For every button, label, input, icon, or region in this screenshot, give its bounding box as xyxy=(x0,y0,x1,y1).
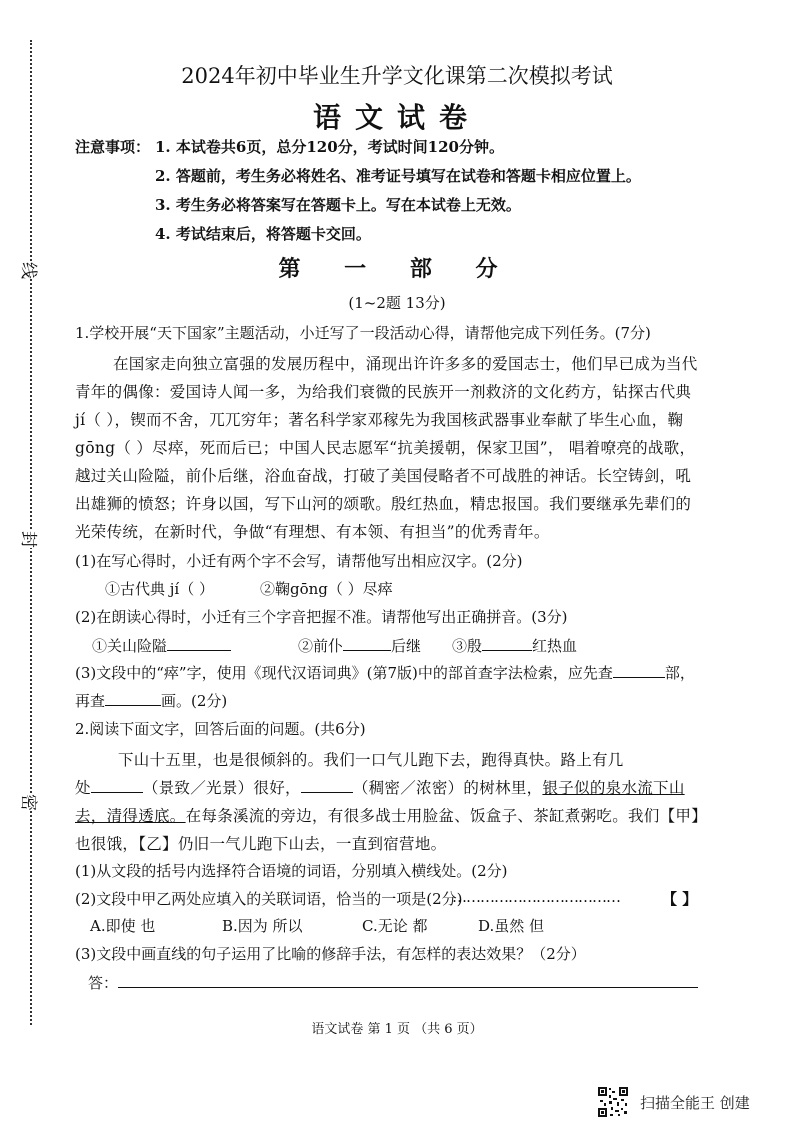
q1-passage-line: 越过关山险隘，前仆后继，浴血奋战，打破了美国侵略者不可战胜的神话。长空铸剑，吼 xyxy=(75,467,692,485)
q1-passage-line: 在国家走向独立富强的发展历程中，涌现出许许多多的爱国志士，他们早已成为当代 xyxy=(113,355,698,373)
part-title: 第 一 部 分 xyxy=(278,256,516,282)
underlined-sentence: 银子似的泉水流下山 xyxy=(542,779,685,797)
q2-option: A.即使 也 xyxy=(90,917,156,935)
q2-answer-bracket[interactable]: 【 】 xyxy=(662,890,698,908)
exam-subtitle: 语文试卷 xyxy=(312,101,481,134)
q1-stem: 1.学校开展“天下国家”主题活动，小迁写了一段活动心得，请帮他完成下列任务。(7分) xyxy=(75,324,651,342)
margin-label-secret: 密 xyxy=(16,794,45,811)
q1-sub2-item-c: ③殷 红热血 xyxy=(452,637,578,655)
q2-passage-line: 下山十五里，也是很倾斜的。我们一口气儿跑下去，跑得真快。路上有几 xyxy=(118,751,624,769)
q1-passage-line: 光荣传统，在新时代，争做“有理想、有本领、有担当”的优秀青年。 xyxy=(75,523,550,541)
answer-blank[interactable] xyxy=(482,636,532,651)
q2-sub1: (1)从文段的括号内选择符合语境的词语，分别填入横线处。(2分) xyxy=(75,862,508,880)
exam-title: 2024年初中毕业生升学文化课第二次模拟考试 xyxy=(181,64,613,88)
q2-option: B.因为 所以 xyxy=(222,917,303,935)
q1-sub2-text: (2)在朗读心得时，小迁有三个字音把握不准。请帮他写出正确拼音。(3分) xyxy=(75,608,568,626)
qr-code-icon xyxy=(597,1086,629,1118)
note-item: 4. 考试结束后，将答题卡交回。 xyxy=(155,225,371,243)
q2-stem: 2.阅读下面文字，回答后面的问题。(共6分) xyxy=(75,720,366,738)
q2-passage-line: 去，清得透底。在每条溪流的旁边，有很多战士用脸盆、饭盒子、茶缸煮粥吃。我们【甲】 xyxy=(75,807,708,825)
notes-label: 注意事项： xyxy=(75,138,151,156)
margin-label-line: 线 xyxy=(16,262,45,279)
answer-label: 答： xyxy=(88,974,119,992)
note-item: 2. 答题前，考生务必将姓名、准考证号填写在试卷和答题卡相应位置上。 xyxy=(155,167,641,185)
q1-sub1-item-a: ①古代典 jí（ ） xyxy=(105,580,214,598)
q1-sub2-item-b: ②前仆 后继 xyxy=(298,637,422,655)
note-item: 3. 考生务必将答案写在答题卡上。写在本试卷上无效。 xyxy=(155,196,521,214)
q2-sub3: (3)文段中画直线的句子运用了比喻的修辞手法，有怎样的表达效果？（2分） xyxy=(75,945,586,963)
answer-blank[interactable] xyxy=(91,778,143,793)
answer-line[interactable] xyxy=(118,987,698,988)
q1-sub1-text: (1)在写心得时，小迁有两个字不会写，请帮他写出相应汉字。(2分) xyxy=(75,552,523,570)
q2-sub2: (2)文段中甲乙两处应填入的关联词语，恰当的一项是(2分) xyxy=(75,890,463,908)
q2-passage-line: 处 （景致／光景）很好， （稠密／浓密）的树林里，银子似的泉水流下山 xyxy=(75,779,685,797)
scanner-watermark-text: 扫描全能王 创建 xyxy=(640,1094,750,1112)
q1-sub3-line1: (3)文段中的“瘁”字，使用《现代汉语词典》(第7版)中的部首查字法检索，应先查 部， xyxy=(75,664,695,682)
q1-sub1-item-b: ②鞠gōng（ ）尽瘁 xyxy=(260,580,393,598)
margin-label-seal: 封 xyxy=(16,531,45,548)
q2-sub2-dots: ……………………………… xyxy=(452,888,620,906)
q1-passage-line: gōng（ ）尽瘁，死而后已；中国人民志愿军“抗美援朝，保家卫国”， 唱着嘹亮的战歌， xyxy=(75,439,696,457)
answer-blank[interactable] xyxy=(301,778,353,793)
answer-blank[interactable] xyxy=(105,691,161,706)
q2-option: C.无论 都 xyxy=(362,917,428,935)
answer-blank[interactable] xyxy=(343,636,391,651)
q2-passage-line: 也很饿，【乙】仍旧一气儿跑下山去，一直到宿营地。 xyxy=(75,835,447,853)
q2-option: D.虽然 但 xyxy=(478,917,545,935)
answer-blank[interactable] xyxy=(613,663,665,678)
q1-passage-line: 青年的偶像：爱国诗人闻一多，为给我们衰微的民族开一剂救济的文化药方，钻探古代典 xyxy=(75,383,692,401)
part-subtitle: (1~2题 13分) xyxy=(348,294,446,312)
answer-blank[interactable] xyxy=(167,636,231,651)
page-footer: 语文试卷 第 1 页 （共 6 页） xyxy=(311,1022,483,1037)
note-item: 1. 本试卷共6页，总分120分，考试时间120分钟。 xyxy=(155,138,504,156)
q1-passage-line: jí（ ），锲而不舍，兀兀穷年；著名科学家邓稼先为我国核武器事业奉献了毕生心血，鞠 xyxy=(75,411,684,429)
q1-passage-line: 出雄狮的愤怒；许身以国，写下山河的颂歌。殷红热血，精忠报国。我们要继承先辈们的 xyxy=(75,495,692,513)
underlined-sentence: 去，清得透底。 xyxy=(75,807,186,825)
q1-sub3-line2: 再查 画。(2分) xyxy=(75,692,228,710)
q1-sub2-item-a: ①关山险隘 xyxy=(92,635,231,656)
